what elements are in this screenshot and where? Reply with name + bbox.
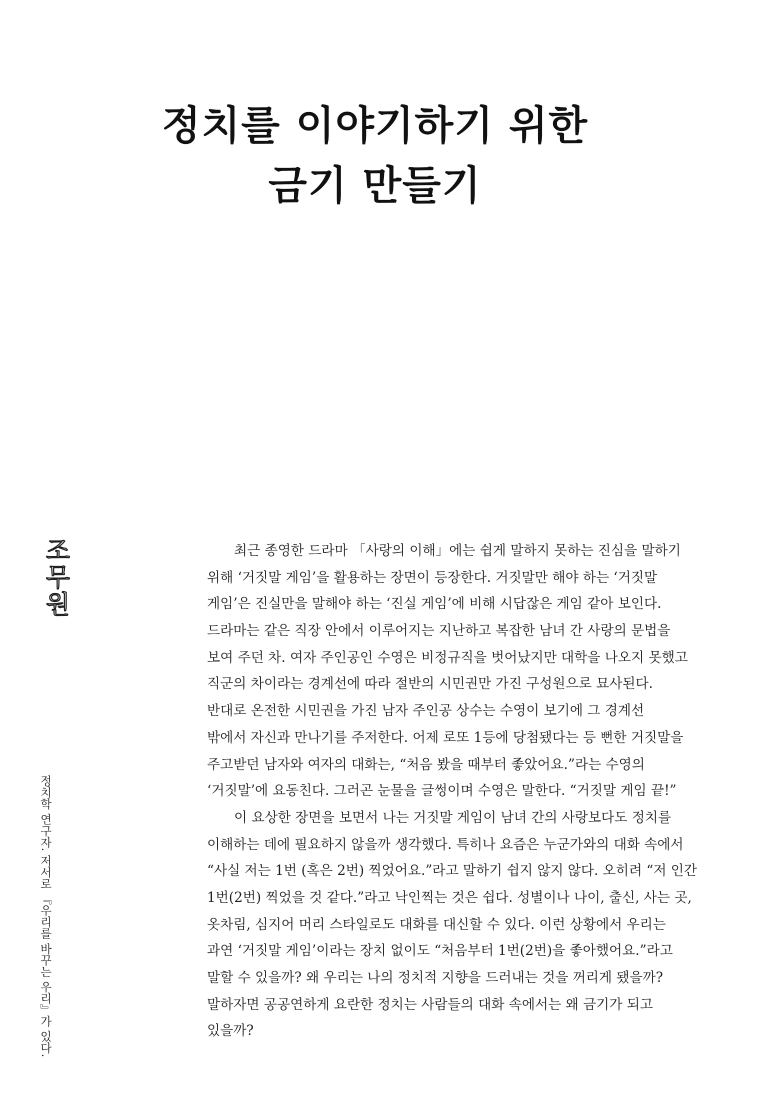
author-description: 정치학 연구자. 저서로 『우리를 바꾸는 우리』가 있다.: [39, 775, 53, 1058]
body-line: 이 요상한 장면을 보면서 나는 거짓말 게임이 남녀 간의 사랑보다도 정치를: [234, 809, 672, 826]
body-line: 드라마는 같은 직장 안에서 이루어지는 지난하고 복잡한 남녀 간 사랑의 문법을: [207, 623, 671, 640]
title-line-2: 금기 만들기: [268, 162, 482, 209]
article-body: [207, 538, 698, 1045]
body-line: 있을까?: [207, 1023, 254, 1040]
body-line: 말할 수 있을까? 왜 우리는 나의 정치적 지향을 드러내는 것을 꺼리게 됐을까?: [207, 970, 664, 986]
body-line: 옷차림, 심지어 머리 스타일로도 대화를 대신할 수 있다. 이런 상황에서 우리는: [207, 916, 666, 933]
body-line: 1번(2번) 찍었을 것 같다.”라고 낙인찍는 것은 쉽다. 성별이나 나이, 출신, 사는 곳,: [207, 889, 692, 906]
page-title: [80, 96, 670, 216]
body-line: 보여 주던 차. 여자 주인공인 수영은 비정규직을 벗어났지만 대학을 나오지 못했고: [207, 649, 688, 666]
title-line-1: 정치를 이야기하기 위한: [161, 102, 589, 149]
body-line: 주고받던 남자와 여자의 대화는, “처음 봤을 때부터 좋았어요.”라는 수영의: [207, 756, 645, 773]
body-line: 게임’은 진실만을 말해야 하는 ‘진실 게임’에 비해 시답잖은 게임 같아 보인다.: [207, 596, 662, 613]
body-line: 최근 종영한 드라마 「사랑의 이해」에는 쉽게 말하지 못하는 진심을 말하기: [234, 543, 681, 559]
body-line: 반대로 온전한 시민권을 가진 남자 주인공 상수는 수영이 보기에 그 경계선: [207, 703, 645, 720]
body-line: ‘거짓말’에 요동친다. 그러곤 눈물을 글썽이며 수영은 말한다. “거짓말 게임 끝!”: [207, 783, 677, 800]
body-line: 과연 ‘거짓말 게임’이라는 장치 없이도 “처음부터 1번(2번)을 좋아했어요.”라고: [207, 943, 673, 960]
body-line: 위해 ‘거짓말 게임’을 활용하는 장면이 등장한다. 거짓말만 해야 하는 ‘거짓말: [207, 569, 658, 586]
body-line: 밖에서 자신과 만나기를 주저한다. 어제 로또 1등에 당첨됐다는 등 뻔한 거짓말을: [207, 729, 684, 746]
author-name: 조무원: [42, 537, 71, 618]
body-line: “사실 저는 1번 (혹은 2번) 찍었어요.”라고 말하기 쉽지 않지 않다. 오히려 “저 인간: [207, 863, 698, 880]
body-line: 말하자면 공공연하게 요란한 정치는 사람들의 대화 속에서는 왜 금기가 되고: [207, 996, 653, 1013]
body-line: 이해하는 데에 필요하지 않을까 생각했다. 특히나 요즘은 누군가와의 대화 속에서: [207, 836, 684, 853]
body-line: 직군의 차이라는 경계선에 따라 절반의 시민권만 가진 구성원으로 묘사된다.: [207, 676, 653, 693]
